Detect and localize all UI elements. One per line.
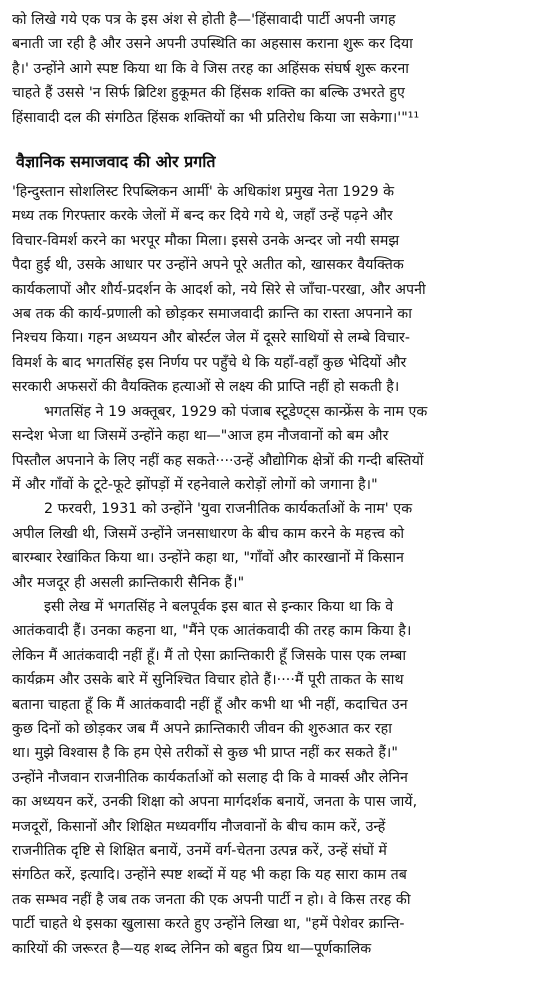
text-line: विमर्श के बाद भगतसिंह इस निर्णय पर पहुँचे थे कि यहाँ-वहाँ कुछ भेदियों और (12, 354, 407, 371)
text-line: 2 फरवरी, 1931 को उन्होंने 'युवा राजनीतिक कार्यकर्ताओं के नाम' एक (44, 501, 413, 518)
text-line: पैदा हुई थी, उसके आधार पर उन्होंने अपने पूरे अतीत को, खासकर वैयक्तिक (12, 257, 404, 274)
text-line: बताना चाहता हूँ कि मैं आतंकवादी नहीं हूँ और कभी था भी नहीं, कदाचित उन (12, 696, 408, 713)
text-line: कार्यक्रम और उसके बारे में सुनिश्चित विचार होते हैं।····मैं पूरी ताकत के साथ (12, 672, 404, 689)
text-line: 'हिन्दुस्तान सोशलिस्ट रिपब्लिकन आर्मी' के अधिकांश प्रमुख नेता 1929 के (12, 184, 395, 201)
text-line: अपील लिखी थी, जिसमें उन्होंने जनसाधारण के बीच काम करने के महत्त्व को (12, 525, 405, 542)
text-line: पार्टी चाहते थे इसका खुलासा करते हुए उन्होंने लिखा था, "हमें पेशेवर क्रान्ति- (12, 916, 405, 933)
text-line: भगतसिंह ने 19 अक्तूबर, 1929 को पंजाब स्टूडेण्ट्स कान्फ्रेंस के नाम एक (44, 403, 428, 420)
text-line: बनाती जा रही है और उसने अपनी उपस्थिति का अहसास कराना शुरू कर दिया (12, 36, 413, 53)
text-line: विचार-विमर्श करने का भरपूर मौका मिला। इससे उनके अन्दर जो नयी समझ (12, 232, 400, 249)
text-line: लेकिन मैं आतंकवादी नहीं हूँ। मैं तो ऐसा क्रान्तिकारी हूँ जिसके पास एक लम्बा (12, 647, 407, 664)
text-line: अब तक की कार्य-प्रणाली को छोड़कर समाजवादी क्रान्ति का रास्ता अपनाने का (12, 306, 412, 323)
text-line: सरकारी अफसरों की वैयक्तिक हत्याओं से लक्ष्य की प्राप्ति नहीं हो सकती है। (12, 379, 400, 396)
text-line: कुछ दिनों को छोड़कर जब मैं अपने क्रान्तिकारी जीवन की शुरुआत कर रहा (12, 720, 392, 737)
paragraph-4 (12, 595, 549, 961)
text-line: निश्चय किया। गहन अध्ययन और बोर्स्टल जेल में दूसरे साथियों से लम्बे विचार- (12, 330, 411, 347)
text-line: को लिखे गये एक पत्र के इस अंश से होती है—'हिंसावादी पार्टी अपनी जगह (12, 12, 396, 28)
text-line: चाहते हैं उससे 'न सिर्फ ब्रिटिश हुकूमत की हिंसक शक्ति का बल्कि उभरते हुए (12, 85, 405, 102)
text-line: इसी लेख में भगतसिंह ने बलपूर्वक इस बात से इन्कार किया था कि वे (44, 598, 394, 615)
text-line: उन्होंने नौजवान राजनीतिक कार्यकर्ताओं को सलाह दी कि वे मार्क्स और लेनिन (12, 769, 408, 786)
text-line: राजनीतिक दृष्टि से शिक्षित बनायें, उनमें वर्ग-चेतना उत्पन्न करें, उन्हें संघों में (12, 843, 387, 859)
paragraph-1 (12, 180, 549, 400)
section-heading: वैज्ञानिक समाजवाद की ओर प्रगति (16, 152, 216, 172)
text-line: सन्देश भेजा था जिसमें उन्होंने कहा था—"आज हम नौजवानों को बम और (12, 428, 389, 445)
text-line: बारम्बार रेखांकित किया था। उन्होंने कहा था, "गाँवों और कारखानों में किसान (12, 550, 404, 567)
text-line: में और गाँवों के टूटे-फूटे झोंपड़ों में रहनेवाले करोड़ों लोगों को जगाना है।" (12, 476, 378, 493)
text-line: हिंसावादी दल की संगठित हिंसक शक्तियों का भी प्रतिरोध किया जा सकेगा।'"¹¹ (12, 109, 420, 126)
text-line: तक सम्भव नहीं है जब तक जनता की एक अपनी पार्टी न हो। वे किस तरह की (12, 891, 411, 908)
text-line: कारियों की जरूरत है—यह शब्द लेनिन को बहुत प्रिय था—पूर्णकालिक (12, 940, 372, 957)
text-line: और मजदूर ही असली क्रान्तिकारी सैनिक हैं।" (12, 574, 245, 591)
text-line: था। मुझे विश्वास है कि हम ऐसे तरीकों से कुछ भी प्राप्त नहीं कर सकते हैं।" (12, 745, 398, 762)
text-line: कार्यकलापों और शौर्य-प्रदर्शन के आदर्श को, नये सिरे से जाँचा-परखा, और अपनी (12, 281, 426, 298)
paragraph-2 (12, 400, 549, 498)
paragraph-3 (12, 497, 549, 595)
text-line: पिस्तौल अपनाने के लिए नहीं कह सकते····उन्हें औद्योगिक क्षेत्रों की गन्दी बस्तियों (12, 452, 424, 469)
text-line: का अध्ययन करें, उनकी शिक्षा को अपना मार्गदर्शक बनायें, जनता के पास जायें, (12, 794, 418, 811)
text-line: मजदूरों, किसानों और शिक्षित मध्यवर्गीय नौजवानों के बीच काम करें, उन्हें (12, 818, 386, 835)
intro-paragraph (12, 8, 549, 130)
text-line: मध्य तक गिरफ्तार करके जेलों में बन्द कर दिये गये थे, जहाँ उन्हें पढ़ने और (12, 208, 393, 225)
text-line: है।' उन्होंने आगे स्पष्ट किया था कि वे जिस तरह का अहिंसक संघर्ष शुरू करना (12, 60, 409, 77)
text-line: आतंकवादी हैं। उनका कहना था, "मैंने एक आतंकवादी की तरह काम किया है। (12, 623, 412, 640)
text-line: संगठित करें, इत्यादि। उन्होंने स्पष्ट शब्दों में यह भी कहा कि यह सारा काम तब (12, 867, 407, 884)
